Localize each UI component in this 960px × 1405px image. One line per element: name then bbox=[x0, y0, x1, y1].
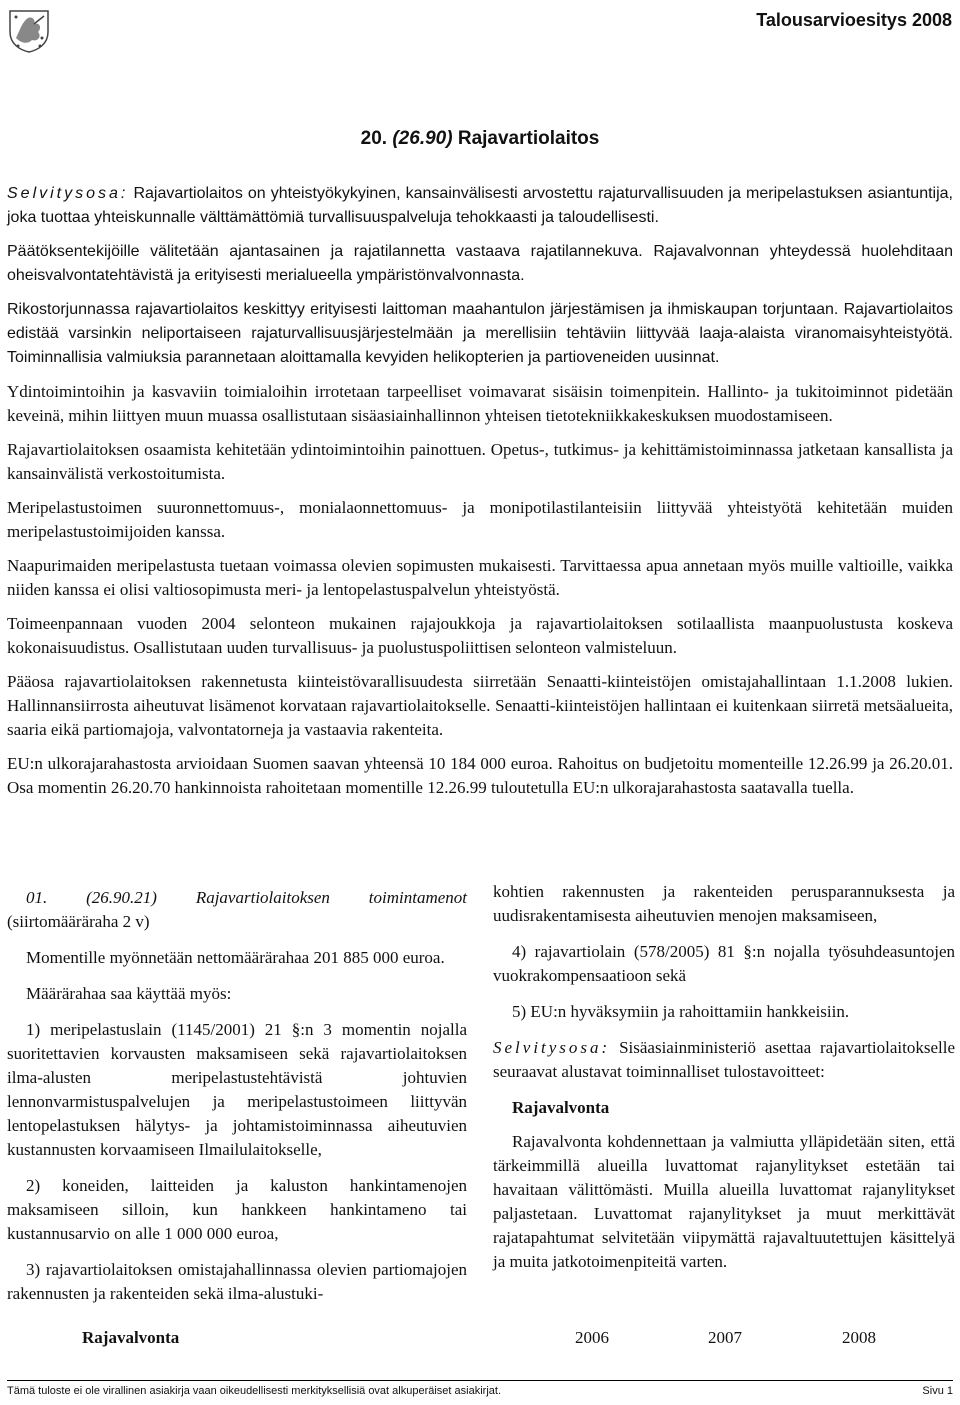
right-column bbox=[493, 880, 955, 1286]
intro-paragraph-4: Ydintoimintoihin ja kasvaviin toimialoihin irrotetaan tarpeelliset voimavarat sisäisin toimenpitein. Hallinto- ja tukitoiminnot pidetään keveinä, mihin liittyen muun muassa osallistutaan sisäasiainhallinnon yhteisen tietotekniikkakeskuksen muodostamiseen. bbox=[7, 382, 953, 425]
table-header-row bbox=[0, 1328, 960, 1350]
usage-item-1: 1) meripelastuslain (1145/2001) 21 §:n 3 momentin nojalla suoritettavien korvausten maksamiseen sekä rajavartiolaitoksen ilma-alusten meripelastustehtävistä johtuvien lennonvarmistuspalvelujen ja meripelastustoimeen liittyvän lentopelastuksen hälytys- ja johtamistoiminnassa aiheutuvien kustannusten korvaamiseen Ilmailulaitokselle, bbox=[7, 1020, 467, 1159]
rajavalvonta-paragraph: Rajavalvonta kohdennettaan ja valmiutta ylläpidetään siten, että tärkeimmillä alueilla luvattomat rajanylitykset estetään tai havaitaan välittömästi. Muilla alueilla luvattomat rajanylitykset paljastetaan. Luvattomat rajanylitykset ja muut merkittävät rajatapahtumat selvitetään viipymättä rajavaltuutettujen käsittelyä ja muita jatkotoimenpiteitä varten. bbox=[493, 1132, 955, 1271]
usage-item-3-continued: kohtien rakennusten ja rakenteiden perusparannuksesta ja uudisrakentamisesta aiheutuvien menojen maksamiseen, bbox=[493, 882, 955, 925]
budget-item-title: Rajavartiolaitoksen toimintamenot bbox=[195, 888, 468, 907]
intro-paragraph-8: Toimeenpannaan vuoden 2004 selonteon mukainen rajajoukkoja ja rajavartiolaitoksen sotilaallista maanpuolustusta koskeva kokonaisuudistus. Osallistutaan uuden turvallisuus- ja puolustuspoliittisen selonteon valmisteluun. bbox=[7, 614, 953, 657]
intro-paragraph-10: EU:n ulkorajarahastosta arvioidaan Suomen saavan yhteensä 10 184 000 euroa. Rahoitus on budjetoitu momenteille 12.26.99 ja 26.20.01. Osa momentin 26.20.70 hankinnoista rahoitetaan momentille 12.26.99 tuloutetulla EU:n ulkorajarahastosta saatavalla tuella. bbox=[7, 754, 953, 797]
chapter-prefix: 20. bbox=[360, 128, 388, 149]
budget-item-number: 01. (26.90.21) bbox=[26, 888, 157, 907]
intro-paragraph-9: Pääosa rajavartiolaitoksen rakennetusta kiinteistövarallisuudesta siirretään Senaatti-kiinteistöjen omistajahallintaan 1.1.2008 lukien. Hallinnansiirrosta aiheutuvat lisämenot korvataan rajavartiolaitokselle. Senaatti-kiinteistöjen hallintaan ei kuitenkaan siirretä metsäalueita, saaria eikä partiomajoja, valvontatorneja ja vastaavia rakenteita. bbox=[7, 672, 953, 739]
table-year-2007: 2007 bbox=[708, 1328, 742, 1347]
chapter-name: Rajavartiolaitos bbox=[457, 128, 600, 149]
table-row-label: Rajavalvonta bbox=[82, 1328, 180, 1347]
intro-paragraph-1-text: Rajavartiolaitos on yhteistyökykyinen, kansainvälisesti arvostettu rajaturvallisuuden ja meripelastuksen asiantuntija, joka tuottaa yhteiskunnalle välttämättömiä turvallisuuspalveluja tehokkaasti ja taloudellisesti. bbox=[7, 185, 953, 226]
coat-of-arms-logo bbox=[6, 8, 52, 54]
intro-section bbox=[7, 182, 953, 810]
table-year-2006: 2006 bbox=[575, 1328, 609, 1347]
selvitysosa-label-2: Selvitysosa: bbox=[493, 1038, 611, 1057]
selvitysosa-paragraph bbox=[493, 1036, 955, 1084]
intro-paragraph-6: Meripelastustoimen suuronnettomuus-, monialaonnettomuus- ja monipotilastilanteisiin liittyvää yhteistyötä kehitetään muiden meripelastustoimijoiden kanssa. bbox=[7, 498, 953, 541]
section-subheading: Rajavalvonta bbox=[512, 1098, 610, 1117]
intro-paragraph-7: Naapurimaiden meripelastusta tuetaan voimassa olevien sopimusten mukaisesti. Tarvittaessa apua annetaan myös muille valtioille, vaikka niiden kanssa ei olisi valtiosopimusta meri- ja lentopelastuspalvelun yhteistyöstä. bbox=[7, 556, 953, 599]
intro-paragraph-5: Rajavartiolaitoksen osaamista kehitetään ydintoimintoihin painottuen. Opetus-, tutkimus- ja kehittämistoiminnassa jatketaan kansallista ja kansainvälistä verkostoitumista. bbox=[7, 440, 953, 483]
usage-item-5: 5) EU:n hyväksymiin ja rahoittamiin hankkeisiin. bbox=[512, 1002, 850, 1021]
chapter-title bbox=[0, 128, 960, 150]
intro-paragraph-1 bbox=[7, 182, 953, 230]
footer-notice: Tämä tuloste ei ole virallinen asiakirja vaan oikeudellisesti merkityksellisiä ovat alkuperäiset asiakirjat. bbox=[7, 1385, 501, 1397]
footer-divider bbox=[7, 1380, 953, 1381]
footer-page-number: Sivu 1 bbox=[922, 1385, 953, 1397]
budget-item-heading bbox=[7, 886, 467, 934]
left-column bbox=[7, 886, 467, 1318]
selvitysosa-label: Selvitysosa: bbox=[7, 185, 129, 202]
intro-paragraph-2: Päätöksentekijöille välitetään ajantasainen ja rajatilannetta vastaava rajatilannekuva. Rajavalvonnan yhteydessä huolehditaan oheisvalvontatehtävistä ja erityisesti merialueella ympäristönvalvonnasta. bbox=[7, 243, 953, 284]
usage-item-3: 3) rajavartiolaitoksen omistajahallinnassa olevien partiomajojen rakennusten ja rakenteiden sekä ilma-alustuki- bbox=[7, 1260, 467, 1303]
selvitysosa-text: Sisäasiainministeriö asettaa rajavartiolaitokselle seuraavat alustavat toiminnalliset tulostavoitteet: bbox=[493, 1038, 955, 1081]
budget-item-suffix: (siirtomääräraha 2 v) bbox=[7, 912, 150, 931]
chapter-old-number: (26.90) bbox=[392, 128, 453, 149]
usage-intro: Määrärahaa saa käyttää myös: bbox=[26, 984, 232, 1003]
usage-item-4: 4) rajavartiolain (578/2005) 81 §:n nojalla työsuhdeasuntojen vuokrakompensaatioon sekä bbox=[493, 942, 955, 985]
usage-item-2: 2) koneiden, laitteiden ja kaluston hankintamenojen maksamiseen silloin, kun hankkeen hankintameno tai kustannusarvio on alle 1 000 000 euroa, bbox=[7, 1176, 467, 1243]
table-year-2008: 2008 bbox=[842, 1328, 876, 1347]
intro-paragraph-3: Rikostorjunnassa rajavartiolaitos keskittyy erityisesti laittoman maahantulon järjestämisen ja ihmiskaupan torjuntaan. Rajavartiolaitos edistää varsinkin neliportaiseen rajaturvallisuusjärjestelmään ja merellisiin tehtäviin liittyvää laaja-alaista viranomaisyhteistyötä. Toiminnallisia valmiuksia parannetaan aloittamalla kevyiden helikopterien ja partioveneiden uusinnat. bbox=[7, 301, 953, 366]
document-header-title: Talousarvioesitys 2008 bbox=[756, 10, 952, 30]
appropriation-amount: Momentille myönnetään nettomäärärahaa 201 885 000 euroa. bbox=[26, 948, 445, 967]
